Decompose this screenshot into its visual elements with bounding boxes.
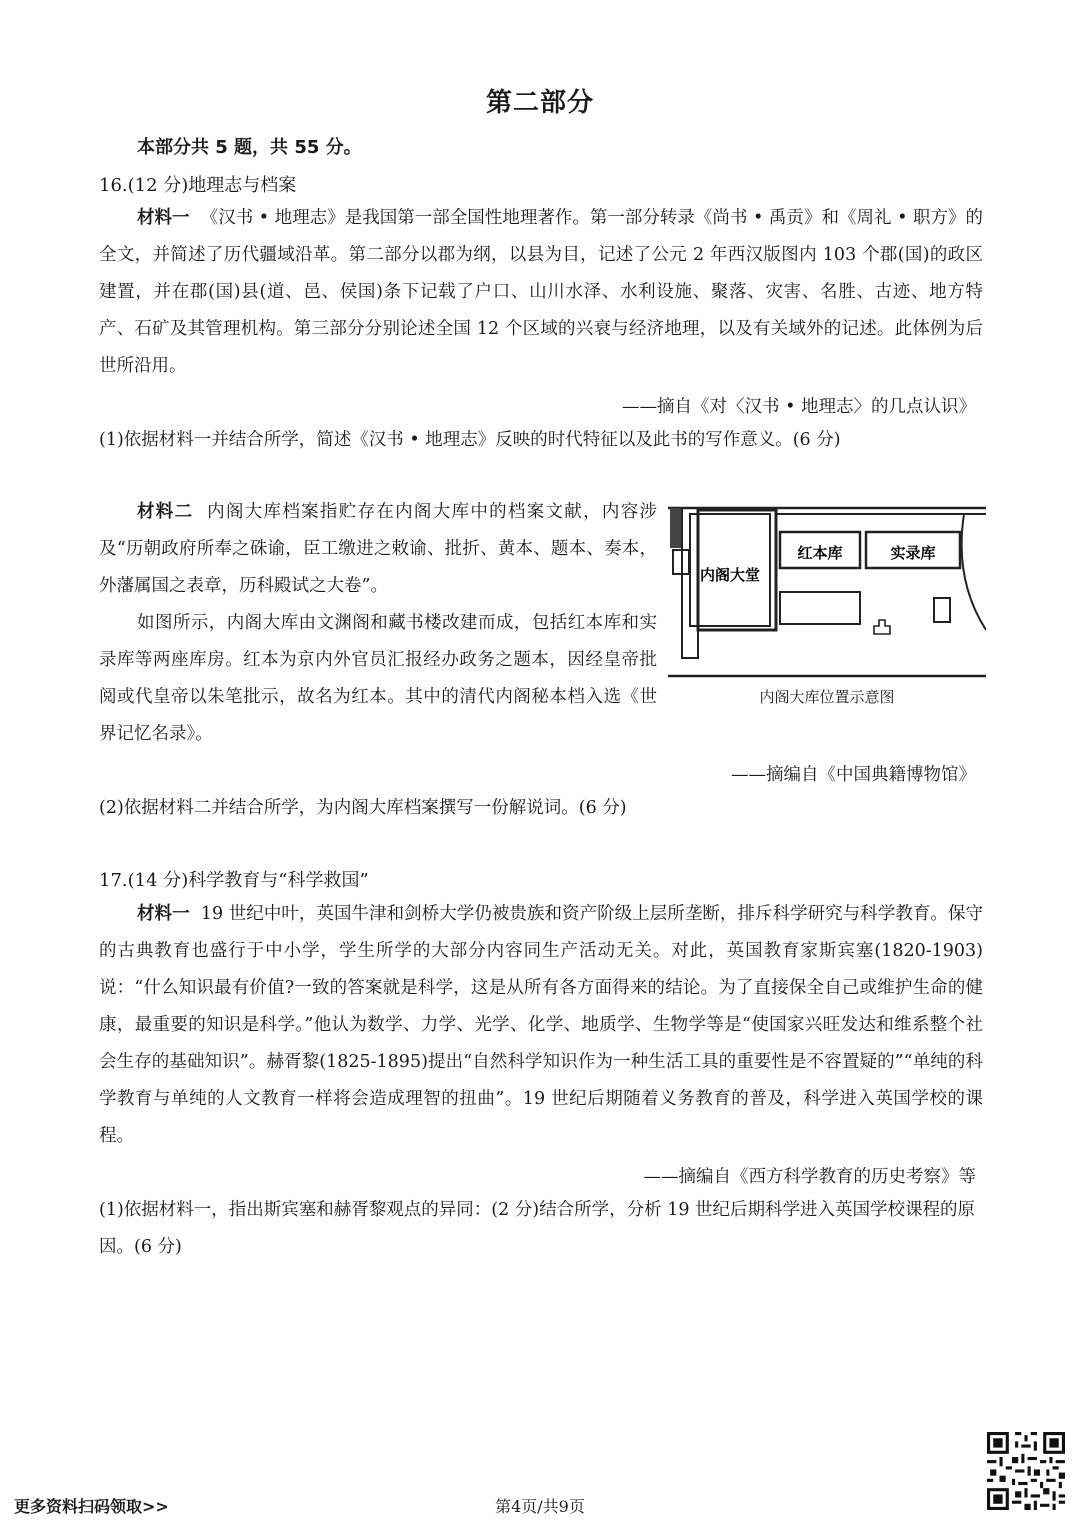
red-store-label: 红本库 <box>797 544 843 562</box>
record-store-label: 实录库 <box>890 544 936 562</box>
q16-subquestion-1: (1)依据材料一并结合所学，简述《汉书 • 地理志》反映的时代特征以及此书的写作意义。(6 分) <box>99 430 841 450</box>
q17-material-1 <box>99 896 983 1155</box>
question-16-heading: 16.(12 分)地理志与档案 <box>99 175 297 196</box>
small-structure <box>934 598 950 622</box>
q17-material-1-label: 材料一 <box>137 904 190 924</box>
q16-material-2-label: 材料二 <box>137 502 194 522</box>
archive-location-diagram <box>668 500 986 680</box>
wall-segment <box>670 508 682 548</box>
figure-caption: 内阁大库位置示意图 <box>759 688 895 706</box>
q17-material-1-source: ——摘编自《西方科学教育的历史考察》等 <box>643 1167 976 1187</box>
pavilion-icon <box>874 620 890 634</box>
q16-material-1-label: 材料一 <box>137 208 190 228</box>
q17-subquestion-1: (1)依据材料一，指出斯宾塞和赫胥黎观点的异同：(2 分)结合所学，分析 19 世纪后期科学进入英国学校课程的原因。(6 分) <box>99 1200 976 1257</box>
hall-label: 内阁大堂 <box>699 566 761 584</box>
footer-promo-link[interactable]: 更多资料扫码领取>> <box>14 1497 169 1516</box>
q17-material-1-text: 19 世纪中叶，英国牛津和剑桥大学仍被贵族和资产阶级上层所垄断，排斥科学研究与科学教育。保守的古典教育也盛行于中小学，学生所学的大部分内容同生产活动无关。对此，英国教育家斯宾塞(1820-1903)说：“什么知识最有价值?一致的答案就是科学，这是从所有各方面得来的结论。为了直接保全自己或维护生命的健康，最重要的知识是科学。”他认为数学、力学、光学、化学、地质学、生物学等是“使国家兴旺发达和维系整个社会生存的基础知识”。赫胥黎(1825-1895)提出“自然科学知识作为一种生活工具的重要性是不容置疑的”“单纯的科学教育与单纯的人文教育一样将会造成理智的扭曲”。19 世纪后期随着义务教育的普及，科学进入英国学校的课程。 <box>99 904 984 1146</box>
q16-material-2-text-1: 内阁大库档案指贮存在内阁大库中的档案文献，内容涉及“历朝政府所奉之硃谕，臣工缴进之敕谕、批折、黄本、题本、奏本，外藩属国之表章，历科殿试之大卷”。 <box>99 502 658 596</box>
q16-material-1-text: 《汉书 • 地理志》是我国第一部全国性地理著作。第一部分转录《尚书 • 禹贡》和《周礼 • 职方》的全文，并简述了历代疆域沿革。第二部分以郡为纲，以县为目，记述了公元 2 年西汉版图内 103 个郡(国)的政区建置，并在郡(国)县(道、邑、侯国)条下记载了户口、山川水泽、水利设施、聚落、灾害、名胜、古迹、地方特产、石矿及其管理机构。第三部分分别论述全国 12 个区域的兴衰与经济地理，以及有关域外的记述。此体例为后世所沿用。 <box>99 208 983 376</box>
q16-material-2-paragraph-2: 如图所示，内阁大库由文渊阁和藏书楼改建而成，包括红本库和实录库等两座库房。红本为京内外官员汇报经办政务之题本，因经皇帝批阅或代皇帝以朱笔批示，故名为红本。其中的清代内阁秘本档入选《世界记忆名录》。 <box>99 613 657 744</box>
q16-material-2-source: ——摘编自《中国典籍博物馆》 <box>731 765 976 785</box>
side-building <box>780 592 860 624</box>
question-17-heading: 17.(14 分)科学教育与“科学救国” <box>99 870 369 891</box>
q16-material-1 <box>99 200 983 385</box>
section-intro: 本部分共 5 题，共 55 分。 <box>137 137 362 158</box>
page-number: 第4页/共9页 <box>495 1497 585 1516</box>
section-title: 第二部分 <box>485 88 594 118</box>
q16-material-2 <box>99 494 657 605</box>
qr-code-icon <box>987 1432 1065 1510</box>
q16-subquestion-2: (2)依据材料二并结合所学，为内阁大库档案撰写一份解说词。(6 分) <box>99 798 627 818</box>
q16-material-1-source: ——摘自《对〈汉书 • 地理志〉的几点认识》 <box>622 397 976 417</box>
curved-wall <box>962 514 986 630</box>
